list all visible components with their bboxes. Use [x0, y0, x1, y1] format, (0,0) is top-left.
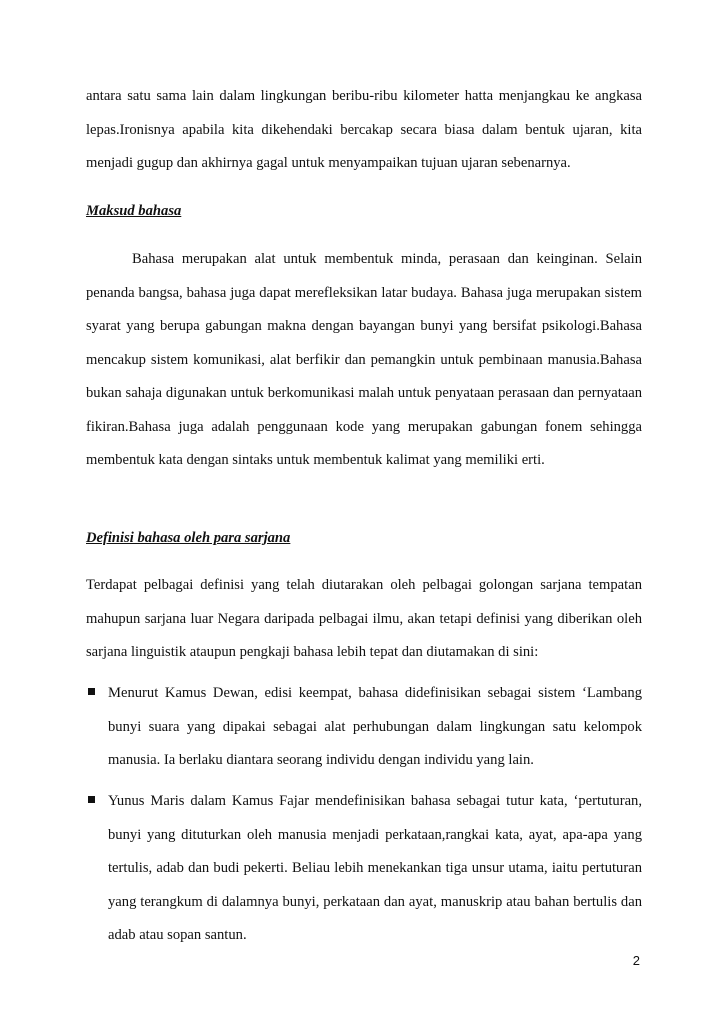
definisi-bahasa-heading: Definisi bahasa oleh para sarjana	[86, 530, 291, 546]
list-item-text: Yunus Maris dalam Kamus Fajar mendefinisikan bahasa sebagai tutur kata, ‘pertuturan, bunyi yang dituturkan oleh manusia menjadi perkataan,rangkai kata, ayat, apa-apa yang tertulis, adab dan budi pekerti. Beliau lebih menekankan tiga unsur utama, iaitu pertuturan yang terangkum di dalamnya bunyi, perkataan dan ayat, manuskrip atau bahan bertulis dan adab atau sopan santun.	[108, 793, 642, 943]
list-item-text: Menurut Kamus Dewan, edisi keempat, bahasa didefinisikan sebagai sistem ‘Lambang bunyi suara yang dipakai sebagai alat perhubungan dalam lingkungan satu kelompok manusia. Ia berlaku diantara seorang individu dengan individu yang lain.	[108, 685, 642, 768]
square-bullet-icon	[88, 796, 95, 803]
square-bullet-icon	[88, 688, 95, 695]
page-number: 2	[632, 953, 640, 968]
definisi-bahasa-paragraph: Terdapat pelbagai definisi yang telah diutarakan oleh pelbagai golongan sarjana tempatan mahupun sarjana luar Negara daripada pelbagai ilmu, akan tetapi definisi yang diberikan oleh sarjana linguistik ataupun pengkaji bahasa lebih tepat dan diutamakan di sini:	[86, 577, 642, 660]
maksud-bahasa-heading: Maksud bahasa	[86, 203, 182, 219]
maksud-bahasa-paragraph: Bahasa merupakan alat untuk membentuk minda, perasaan dan keinginan. Selain penanda bangsa, bahasa juga dapat merefleksikan latar budaya. Bahasa juga merupakan sistem syarat yang berupa gabungan makna dengan bayangan bunyi yang bersifat psikologi.Bahasa mencakup sistem komunikasi, alat berfikir dan pemangkin untuk pembinaan manusia.Bahasa bukan sahaja digunakan untuk berkomunikasi malah untuk penyataan perasaan dan pernyataan fikiran.Bahasa juga adalah penggunaan kode yang merupakan gabungan fonem sehingga membentuk kata dengan sintaks untuk membentuk kalimat yang memiliki erti.	[86, 251, 642, 468]
intro-paragraph: antara satu sama lain dalam lingkungan beribu-ribu kilometer hatta menjangkau ke angkasa lepas.Ironisnya apabila kita dikehendaki bercakap secara biasa dalam bentuk ujaran, kita menjadi gugup dan akhirnya gagal untuk menyampaikan tujuan ujaran sebenarnya.	[86, 88, 642, 171]
